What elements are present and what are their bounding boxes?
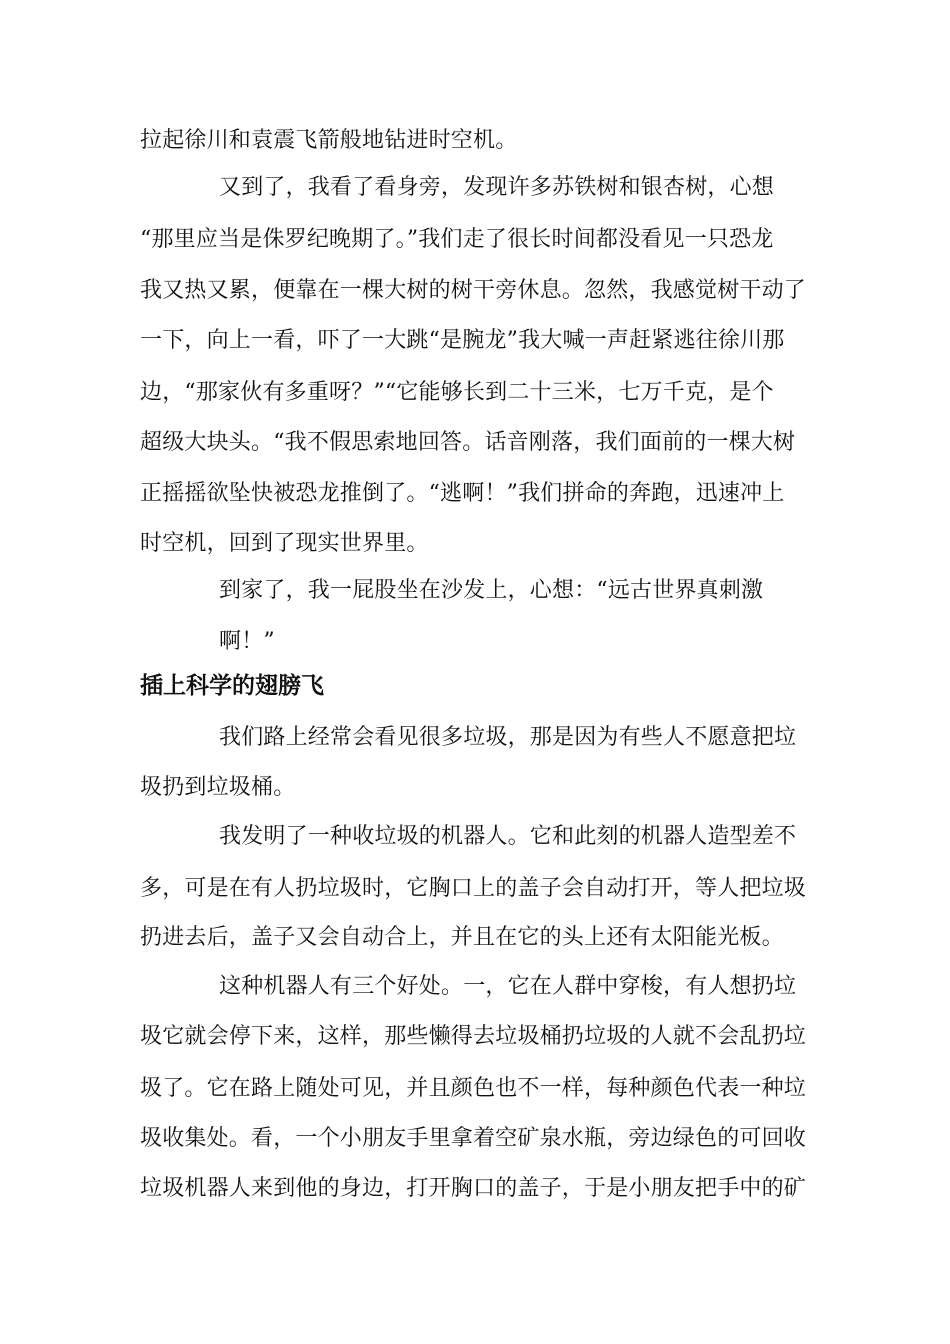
paragraph-line: 又到了，我看了看身旁，发现许多苏铁树和银杏树，心想 — [219, 175, 775, 200]
paragraph-line: 拉起徐川和袁震飞箭般地钻进时空机。 — [140, 128, 518, 153]
paragraph-line: 扔进去后，盖子又会自动合上，并且在它的头上还有太阳能光板。 — [140, 925, 784, 950]
paragraph-line: 我发明了一种收垃圾的机器人。它和此刻的机器人造型差不 — [219, 824, 797, 849]
paragraph-line: 圾了。它在路上随处可见，并且颜色也不一样，每种颜色代表一种垃 — [140, 1076, 807, 1101]
paragraph-line: 圾收集处。看，一个小朋友手里拿着空矿泉水瓶，旁边绿色的可回收 — [140, 1126, 807, 1151]
paragraph-line: 圾它就会停下来，这样，那些懒得去垃圾桶扔垃圾的人就不会乱扔垃 — [140, 1024, 807, 1049]
paragraph-line: 我又热又累，便靠在一棵大树的树干旁休息。忽然，我感觉树干动了 — [140, 278, 807, 303]
paragraph-line: 垃圾机器人来到他的身边，打开胸口的盖子，于是小朋友把手中的矿 — [140, 1176, 807, 1201]
paragraph-line: “那里应当是侏罗纪晚期了。”我们走了很长时间都没看见一只恐龙 — [140, 227, 774, 252]
paragraph-line: 边，“那家伙有多重呀？”“它能够长到二十三米，七万千克，是个 — [140, 380, 774, 405]
paragraph-line: 超级大块头。“我不假思索地回答。话音刚落，我们面前的一棵大树 — [140, 430, 796, 455]
paragraph-line: 到家了，我一屁股坐在沙发上，心想：“远古世界真刺激 — [219, 578, 764, 603]
paragraph-line: 啊！” — [219, 629, 275, 654]
section-heading: 插上科学的翅膀飞 — [140, 673, 324, 699]
paragraph-line: 时空机，回到了现实世界里。 — [140, 531, 429, 556]
paragraph-line: 这种机器人有三个好处。一，它在人群中穿梭，有人想扔垃 — [219, 974, 797, 999]
paragraph-line: 圾扔到垃圾桶。 — [140, 775, 296, 800]
paragraph-line: 正摇摇欲坠快被恐龙推倒了。“逃啊！”我们拼命的奔跑，迅速冲上 — [140, 481, 785, 506]
paragraph-line: 一下，向上一看，吓了一大跳“是腕龙”我大喊一声赶紧逃往徐川那 — [140, 328, 785, 353]
paragraph-line: 多，可是在有人扔垃圾时，它胸口上的盖子会自动打开，等人把垃圾 — [140, 876, 807, 901]
paragraph-line: 我们路上经常会看见很多垃圾，那是因为有些人不愿意把垃 — [219, 725, 797, 750]
